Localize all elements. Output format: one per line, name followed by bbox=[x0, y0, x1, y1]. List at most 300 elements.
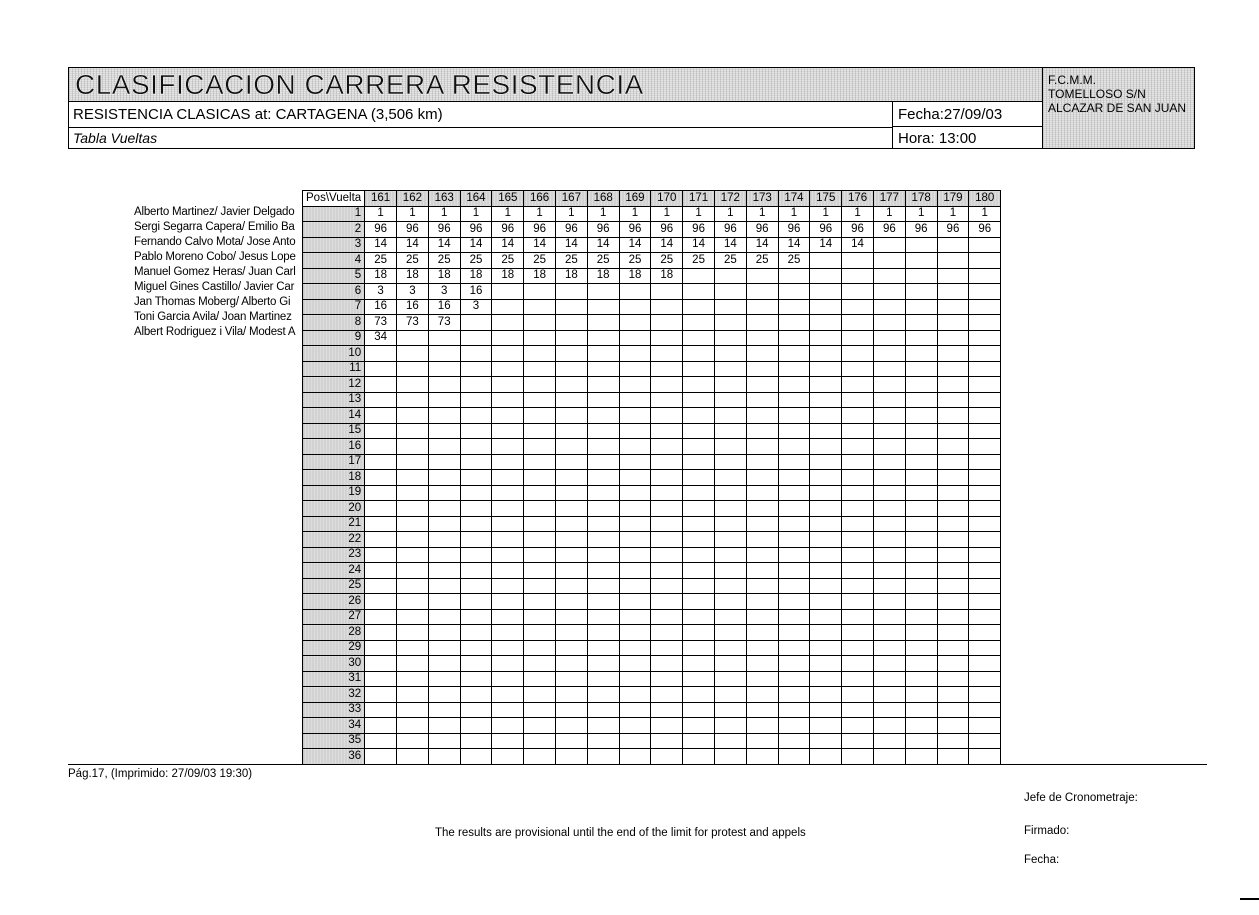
position-cell: 34 bbox=[303, 718, 365, 734]
lap-cell bbox=[555, 299, 587, 315]
lap-cell bbox=[460, 470, 492, 486]
lap-cell bbox=[428, 361, 460, 377]
lap-cell: 3 bbox=[428, 284, 460, 300]
organizer-line: F.C.M.M. bbox=[1048, 73, 1096, 87]
lap-cell bbox=[905, 330, 937, 346]
table-row bbox=[303, 640, 1001, 656]
position-cell: 36 bbox=[303, 749, 365, 765]
lap-cell bbox=[810, 439, 842, 455]
lap-cell bbox=[492, 408, 524, 424]
lap-cell bbox=[969, 299, 1001, 315]
lap-cell: 14 bbox=[810, 237, 842, 253]
lap-cell bbox=[587, 733, 619, 749]
lap-cell bbox=[683, 284, 715, 300]
rider-name: Miguel Gines Castillo/ Javier Car bbox=[134, 281, 295, 293]
lap-cell bbox=[905, 392, 937, 408]
lap-cell bbox=[714, 609, 746, 625]
lap-cell: 96 bbox=[873, 222, 905, 238]
lap-cell bbox=[714, 563, 746, 579]
lap-cell bbox=[714, 625, 746, 641]
lap-cell bbox=[460, 594, 492, 610]
lap-header: 163 bbox=[428, 191, 460, 207]
lap-cell bbox=[778, 656, 810, 672]
position-cell: 11 bbox=[303, 361, 365, 377]
lap-cell bbox=[842, 625, 874, 641]
lap-cell bbox=[619, 439, 651, 455]
lap-cell bbox=[905, 733, 937, 749]
lap-cell bbox=[397, 470, 429, 486]
lap-cell bbox=[651, 640, 683, 656]
organizer-line: ALCAZAR DE SAN JUAN bbox=[1048, 101, 1187, 115]
lap-cell bbox=[714, 702, 746, 718]
lap-cell bbox=[842, 594, 874, 610]
lap-cell bbox=[778, 392, 810, 408]
lap-cell bbox=[905, 299, 937, 315]
lap-cell bbox=[842, 609, 874, 625]
lap-cell bbox=[524, 299, 556, 315]
lap-cell bbox=[428, 346, 460, 362]
lap-cell bbox=[969, 470, 1001, 486]
lap-cell bbox=[524, 454, 556, 470]
position-cell: 28 bbox=[303, 625, 365, 641]
lap-cell: 25 bbox=[460, 253, 492, 269]
lap-cell bbox=[619, 485, 651, 501]
lap-cell bbox=[873, 594, 905, 610]
lap-cell bbox=[428, 640, 460, 656]
lap-cell bbox=[683, 454, 715, 470]
lap-cell bbox=[619, 563, 651, 579]
lap-cell bbox=[746, 361, 778, 377]
lap-cell: 96 bbox=[969, 222, 1001, 238]
table-row bbox=[303, 718, 1001, 734]
lap-header: 166 bbox=[524, 191, 556, 207]
lap-cell bbox=[873, 268, 905, 284]
lap-cell: 18 bbox=[397, 268, 429, 284]
lap-cell bbox=[365, 749, 397, 765]
lap-cell bbox=[873, 423, 905, 439]
lap-cell bbox=[555, 578, 587, 594]
lap-cell bbox=[428, 547, 460, 563]
lap-cell bbox=[524, 733, 556, 749]
lap-cell bbox=[937, 284, 969, 300]
organizer-box bbox=[1042, 68, 1194, 148]
lap-cell: 1 bbox=[746, 206, 778, 222]
lap-cell bbox=[778, 284, 810, 300]
lap-cell: 3 bbox=[365, 284, 397, 300]
lap-cell bbox=[460, 454, 492, 470]
lap-cell: 1 bbox=[905, 206, 937, 222]
lap-cell bbox=[397, 485, 429, 501]
lap-cell bbox=[524, 485, 556, 501]
lap-cell bbox=[651, 470, 683, 486]
lap-cell bbox=[587, 408, 619, 424]
lap-cell: 25 bbox=[746, 253, 778, 269]
lap-cell bbox=[651, 532, 683, 548]
lap-cell bbox=[683, 377, 715, 393]
rider-name: Albert Rodriguez i Vila/ Modest A bbox=[134, 326, 296, 338]
lap-cell bbox=[746, 702, 778, 718]
lap-cell bbox=[651, 330, 683, 346]
lap-cell bbox=[397, 640, 429, 656]
position-cell: 21 bbox=[303, 516, 365, 532]
lap-cell bbox=[746, 547, 778, 563]
table-row bbox=[303, 454, 1001, 470]
lap-cell bbox=[810, 346, 842, 362]
lap-cell bbox=[714, 346, 746, 362]
lap-cell bbox=[746, 733, 778, 749]
lap-cell bbox=[651, 702, 683, 718]
lap-cell: 96 bbox=[587, 222, 619, 238]
lap-cell: 3 bbox=[460, 299, 492, 315]
lap-cell bbox=[842, 501, 874, 517]
lap-cell bbox=[460, 718, 492, 734]
lap-cell bbox=[365, 609, 397, 625]
lap-cell bbox=[460, 656, 492, 672]
lap-cell bbox=[587, 315, 619, 331]
lap-cell bbox=[714, 656, 746, 672]
lap-cell bbox=[397, 547, 429, 563]
lap-cell bbox=[842, 361, 874, 377]
lap-cell bbox=[969, 516, 1001, 532]
lap-cell bbox=[746, 563, 778, 579]
lap-cell bbox=[810, 470, 842, 486]
lap-cell bbox=[683, 749, 715, 765]
lap-cell bbox=[365, 423, 397, 439]
lap-cell bbox=[842, 454, 874, 470]
lap-cell bbox=[969, 656, 1001, 672]
lap-cell bbox=[524, 346, 556, 362]
table-type-label: Tabla Vueltas bbox=[73, 130, 158, 146]
lap-cell bbox=[587, 284, 619, 300]
lap-cell bbox=[397, 423, 429, 439]
lap-cell bbox=[873, 439, 905, 455]
table-row bbox=[303, 206, 1001, 222]
position-cell: 10 bbox=[303, 346, 365, 362]
lap-cell bbox=[365, 656, 397, 672]
lap-cell: 25 bbox=[555, 253, 587, 269]
lap-cell: 1 bbox=[460, 206, 492, 222]
lap-cell bbox=[428, 671, 460, 687]
lap-cell bbox=[492, 718, 524, 734]
lap-cell bbox=[492, 501, 524, 517]
position-cell: 13 bbox=[303, 392, 365, 408]
lap-cell bbox=[778, 299, 810, 315]
lap-cell bbox=[683, 485, 715, 501]
lap-cell bbox=[428, 656, 460, 672]
lap-cell bbox=[524, 563, 556, 579]
table-row bbox=[303, 284, 1001, 300]
lap-cell bbox=[428, 408, 460, 424]
lap-cell bbox=[651, 547, 683, 563]
table-row bbox=[303, 377, 1001, 393]
lap-cell bbox=[810, 594, 842, 610]
lap-cell bbox=[873, 563, 905, 579]
lap-cell bbox=[937, 408, 969, 424]
lap-cell bbox=[969, 253, 1001, 269]
table-row bbox=[303, 501, 1001, 517]
lap-cell: 96 bbox=[428, 222, 460, 238]
position-cell: 8 bbox=[303, 315, 365, 331]
lap-cell bbox=[746, 578, 778, 594]
table-row bbox=[303, 408, 1001, 424]
lap-cell bbox=[428, 749, 460, 765]
lap-cell bbox=[873, 485, 905, 501]
position-cell: 5 bbox=[303, 268, 365, 284]
lap-cell bbox=[873, 361, 905, 377]
lap-cell bbox=[365, 687, 397, 703]
lap-cell bbox=[778, 501, 810, 517]
lap-cell bbox=[683, 609, 715, 625]
lap-cell bbox=[937, 470, 969, 486]
lap-cell bbox=[683, 578, 715, 594]
lap-cell: 16 bbox=[365, 299, 397, 315]
lap-cell bbox=[873, 408, 905, 424]
table-row bbox=[303, 563, 1001, 579]
lap-cell bbox=[810, 516, 842, 532]
lap-cell bbox=[428, 733, 460, 749]
lap-cell bbox=[460, 346, 492, 362]
lap-cell bbox=[842, 547, 874, 563]
lap-cell bbox=[365, 563, 397, 579]
lap-cell bbox=[683, 408, 715, 424]
lap-cell bbox=[460, 609, 492, 625]
position-cell: 27 bbox=[303, 609, 365, 625]
lap-cell bbox=[842, 532, 874, 548]
lap-cell bbox=[937, 346, 969, 362]
lap-cell bbox=[651, 423, 683, 439]
lap-cell bbox=[651, 501, 683, 517]
lap-cell bbox=[365, 594, 397, 610]
lap-cell: 96 bbox=[460, 222, 492, 238]
table-row bbox=[303, 609, 1001, 625]
lap-cell bbox=[651, 346, 683, 362]
lap-cell bbox=[905, 547, 937, 563]
table-row bbox=[303, 222, 1001, 238]
lap-cell bbox=[778, 361, 810, 377]
lap-cell: 25 bbox=[428, 253, 460, 269]
table-row bbox=[303, 485, 1001, 501]
position-cell: 20 bbox=[303, 501, 365, 517]
lap-cell bbox=[842, 640, 874, 656]
lap-cell bbox=[873, 687, 905, 703]
lap-cell bbox=[905, 718, 937, 734]
lap-cell bbox=[969, 609, 1001, 625]
lap-cell bbox=[555, 361, 587, 377]
lap-cell bbox=[905, 237, 937, 253]
lap-cell bbox=[460, 408, 492, 424]
lap-cell bbox=[746, 640, 778, 656]
lap-cell bbox=[905, 656, 937, 672]
rider-name: Manuel Gomez Heras/ Juan Carl bbox=[134, 266, 296, 278]
lap-cell bbox=[587, 454, 619, 470]
lap-cell bbox=[937, 377, 969, 393]
lap-cell bbox=[460, 392, 492, 408]
lap-cell: 18 bbox=[619, 268, 651, 284]
lap-cell: 14 bbox=[397, 237, 429, 253]
lap-cell bbox=[365, 439, 397, 455]
lap-cell bbox=[619, 625, 651, 641]
lap-cell bbox=[397, 563, 429, 579]
lap-cell bbox=[365, 346, 397, 362]
lap-cell bbox=[810, 330, 842, 346]
lap-cell: 14 bbox=[714, 237, 746, 253]
lap-cell bbox=[524, 315, 556, 331]
lap-cell bbox=[683, 640, 715, 656]
lap-cell bbox=[619, 594, 651, 610]
lap-cell bbox=[969, 315, 1001, 331]
lap-cell bbox=[778, 377, 810, 393]
lap-cell bbox=[397, 594, 429, 610]
lap-cell bbox=[714, 470, 746, 486]
lap-cell bbox=[397, 749, 429, 765]
lap-cell bbox=[555, 501, 587, 517]
lap-cell bbox=[619, 687, 651, 703]
lap-cell bbox=[873, 470, 905, 486]
lap-cell bbox=[842, 656, 874, 672]
lap-cell bbox=[428, 563, 460, 579]
table-row bbox=[303, 299, 1001, 315]
lap-cell bbox=[397, 656, 429, 672]
table-row bbox=[303, 423, 1001, 439]
lap-cell bbox=[492, 346, 524, 362]
lap-cell bbox=[937, 268, 969, 284]
position-cell: 6 bbox=[303, 284, 365, 300]
lap-cell: 3 bbox=[397, 284, 429, 300]
lap-cell bbox=[524, 718, 556, 734]
lap-cell bbox=[651, 625, 683, 641]
lap-cell bbox=[937, 687, 969, 703]
lap-cell bbox=[810, 640, 842, 656]
lap-cell bbox=[460, 516, 492, 532]
lap-cell bbox=[587, 330, 619, 346]
lap-cell bbox=[397, 346, 429, 362]
lap-cell bbox=[524, 625, 556, 641]
lap-cell bbox=[651, 609, 683, 625]
lap-cell bbox=[778, 718, 810, 734]
position-cell: 4 bbox=[303, 253, 365, 269]
lap-cell bbox=[778, 439, 810, 455]
position-cell: 23 bbox=[303, 547, 365, 563]
lap-cell bbox=[905, 408, 937, 424]
lap-cell bbox=[810, 687, 842, 703]
lap-cell bbox=[428, 423, 460, 439]
lap-cell bbox=[397, 516, 429, 532]
lap-cell: 96 bbox=[905, 222, 937, 238]
lap-cell bbox=[969, 578, 1001, 594]
lap-cell bbox=[365, 625, 397, 641]
lap-cell bbox=[651, 439, 683, 455]
lap-cell bbox=[842, 346, 874, 362]
lap-cell bbox=[555, 656, 587, 672]
lap-cell bbox=[842, 671, 874, 687]
lap-cell bbox=[555, 284, 587, 300]
lap-cell: 73 bbox=[365, 315, 397, 331]
race-description: RESISTENCIA CLASICAS at: CARTAGENA (3,506 km) bbox=[73, 106, 443, 123]
lap-cell bbox=[397, 625, 429, 641]
lap-cell bbox=[428, 439, 460, 455]
lap-cell: 1 bbox=[397, 206, 429, 222]
lap-cell bbox=[587, 361, 619, 377]
lap-cell bbox=[683, 361, 715, 377]
lap-cell bbox=[587, 532, 619, 548]
lap-cell bbox=[969, 485, 1001, 501]
lap-cell bbox=[714, 361, 746, 377]
lap-cell bbox=[492, 625, 524, 641]
lap-cell bbox=[810, 532, 842, 548]
lap-cell bbox=[714, 377, 746, 393]
lap-cell bbox=[619, 408, 651, 424]
lap-cell bbox=[460, 578, 492, 594]
lap-cell bbox=[619, 609, 651, 625]
lap-cell bbox=[778, 532, 810, 548]
lap-cell bbox=[555, 392, 587, 408]
lap-cell bbox=[810, 702, 842, 718]
lap-cell: 1 bbox=[492, 206, 524, 222]
lap-cell bbox=[555, 346, 587, 362]
lap-cell bbox=[683, 392, 715, 408]
lap-cell bbox=[524, 532, 556, 548]
position-cell: 22 bbox=[303, 532, 365, 548]
table-row bbox=[303, 361, 1001, 377]
lap-cell bbox=[524, 547, 556, 563]
lap-cell bbox=[810, 547, 842, 563]
lap-header: 167 bbox=[555, 191, 587, 207]
lap-cell bbox=[460, 532, 492, 548]
lap-cell bbox=[524, 671, 556, 687]
lap-cell bbox=[905, 377, 937, 393]
lap-cell bbox=[651, 299, 683, 315]
lap-cell bbox=[937, 702, 969, 718]
lap-cell: 96 bbox=[365, 222, 397, 238]
lap-cell bbox=[524, 377, 556, 393]
lap-cell bbox=[619, 470, 651, 486]
lap-cell bbox=[651, 516, 683, 532]
lap-cell bbox=[492, 547, 524, 563]
lap-cell bbox=[683, 268, 715, 284]
lap-cell bbox=[937, 392, 969, 408]
rider-name: Pablo Moreno Cobo/ Jesus Lope bbox=[134, 251, 296, 263]
lap-cell bbox=[683, 330, 715, 346]
lap-cell bbox=[810, 563, 842, 579]
lap-cell: 96 bbox=[778, 222, 810, 238]
lap-cell bbox=[714, 578, 746, 594]
lap-cell bbox=[619, 299, 651, 315]
lap-cell bbox=[714, 330, 746, 346]
lap-cell bbox=[524, 749, 556, 765]
lap-cell bbox=[683, 625, 715, 641]
lap-cell bbox=[937, 625, 969, 641]
lap-cell bbox=[460, 547, 492, 563]
lap-cell bbox=[555, 454, 587, 470]
lap-cell bbox=[492, 485, 524, 501]
table-row bbox=[303, 268, 1001, 284]
lap-cell bbox=[397, 361, 429, 377]
lap-cell bbox=[842, 392, 874, 408]
lap-cell bbox=[492, 470, 524, 486]
lap-cell bbox=[873, 377, 905, 393]
lap-cell bbox=[587, 718, 619, 734]
lap-cell bbox=[492, 454, 524, 470]
lap-cell bbox=[651, 377, 683, 393]
lap-cell bbox=[619, 702, 651, 718]
lap-cell: 14 bbox=[428, 237, 460, 253]
position-cell: 30 bbox=[303, 656, 365, 672]
lap-cell bbox=[842, 268, 874, 284]
lap-cell bbox=[778, 702, 810, 718]
lap-cell bbox=[873, 733, 905, 749]
lap-cell bbox=[778, 470, 810, 486]
lap-cell: 16 bbox=[428, 299, 460, 315]
